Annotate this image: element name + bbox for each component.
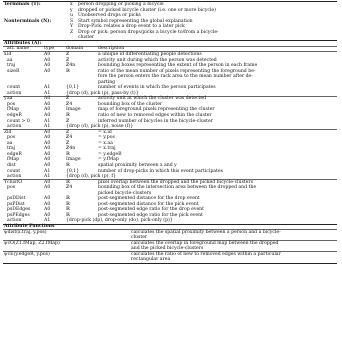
terminal-symbol: y: [70, 7, 73, 13]
attribute-type: A0: [44, 101, 51, 107]
attribute-type: A0: [44, 196, 51, 202]
nonterminal-description: Start symbol representing the global explanation: [78, 18, 193, 24]
attribute-name: psPEdges: [7, 212, 30, 218]
group-rule: [3, 129, 337, 130]
attribute-domain: ℤ4n: [66, 146, 76, 152]
attribute-name: sizeR: [7, 68, 20, 74]
attribute-name: fMap: [7, 107, 20, 113]
attribute-domain: ℝ: [66, 201, 70, 207]
attribute-name: id: [7, 51, 12, 57]
attribute-name: aa: [7, 57, 13, 63]
attribute-description: = x.aa: [98, 140, 113, 146]
attribute-domain: {0,1}: [66, 168, 80, 174]
attribute-name: action: [7, 218, 22, 224]
attribute-name: edgeR: [7, 151, 22, 157]
function-description: cluster: [131, 235, 148, 241]
terminal-symbol: x: [70, 2, 73, 7]
attribute-name: aa: [7, 140, 13, 146]
attribute-description: inferred number of bicycles in the bicycle-cluster: [98, 118, 213, 124]
group-symbol: Z: [4, 129, 8, 135]
attribute-description: picked bicycle-clusters: [98, 190, 152, 196]
attribute-domain: ℤ: [66, 57, 70, 63]
attribute-domain: ℤ: [66, 129, 70, 135]
attribute-description: a unique id differentiating people detections: [98, 51, 202, 57]
attribute-domain: ℤ4n: [66, 63, 76, 69]
nonterminal-symbol: Z: [70, 29, 74, 35]
section-rule: [3, 40, 337, 41]
attribute-description: bounding box of the cluster: [98, 101, 163, 107]
attribute-domain: ℤ4: [66, 135, 73, 141]
attribute-description: = x.traj: [98, 146, 116, 152]
attribute-domain: {0,1}: [66, 85, 80, 91]
attribute-type: A0: [44, 207, 51, 213]
function-description: and the picked bicycle-clusters: [131, 246, 204, 252]
attribute-domain: ℤ4: [66, 185, 73, 191]
nonterminal-description: Drop-Pick: relates a drop event to a later pick: [78, 24, 185, 30]
attribute-description: post-segmented edge ratio for the pick event: [98, 212, 203, 218]
attribute-domain: {drop (d), pick (p), f}: [66, 174, 116, 180]
attribute-description: post-segmented distance for the drop event: [98, 196, 200, 202]
attribute-type: A0: [44, 179, 51, 185]
attribute-type: A1: [44, 85, 51, 91]
attribute-type: A0: [44, 57, 51, 63]
attribute-type: A0: [44, 201, 51, 207]
nonterminals-label: Nonterminals (N):: [4, 18, 52, 24]
attribute-type: A0: [44, 157, 51, 163]
attribute-type: A1: [44, 218, 51, 224]
function-signature: ψcO(Z1.fMap, Z2.fMap): [4, 240, 60, 246]
attribute-description: = y.fMap: [98, 157, 119, 163]
attribute-name: action: [7, 174, 22, 180]
attribute-domain: Image: [66, 157, 81, 163]
attribute-domain: {drop-pick (dp), drop-only (do), pick-only (p)}: [66, 218, 173, 224]
attribute-description: map of foreground pixels representing the cluster: [98, 107, 215, 113]
attribute-description: = y.pos: [98, 135, 115, 141]
terminal-symbol: u: [70, 13, 73, 19]
attribute-description: = x.id: [98, 129, 112, 135]
attribute-description: bounding box of the intersection area between the dropped and the: [98, 185, 257, 191]
attribute-domain: {drop (d), pick (p), noise (f)}: [66, 124, 134, 130]
terminals-label: Terminals (T):: [4, 2, 41, 7]
attribute-name: action: [7, 90, 22, 96]
attribute-description: number of drop-picks in which this event participates: [98, 168, 223, 174]
attribute-domain: ℝ: [66, 151, 70, 157]
attribute-description: pixel overlap between the dropped and the picked bicycle-clusters: [98, 179, 254, 185]
attribute-type: A0: [44, 146, 51, 152]
attribute-domain: ℝ: [66, 196, 70, 202]
attribute-type: A1: [44, 124, 51, 130]
attribute-description: activity unit during which the person was detected: [98, 57, 217, 63]
table-top-rule: [3, 1, 337, 2]
attribute-description: post-segmented edge ratio for the drop event: [98, 207, 204, 213]
attribute-description: ratio of the mean number of pixels representing the foreground be-: [98, 68, 256, 74]
attribute-domain: Image: [66, 107, 81, 113]
col-header-domain: domain: [66, 46, 84, 52]
attribute-type: A0: [44, 162, 51, 168]
function-description: calculates the spatial proximity between a person and a bicycle-: [131, 229, 281, 235]
attribute-type: A0: [44, 113, 51, 118]
attribute-type: A1: [44, 168, 51, 174]
nonterminal-symbol: Y: [70, 24, 74, 30]
attribute-name: aa: [7, 96, 13, 102]
attribute-description: parting: [98, 79, 116, 85]
attribute-domain: ℝ: [66, 162, 70, 168]
nonterminal-description: Drop or pick: person drops/picks a bicycle to/from a bicycle-: [78, 29, 219, 35]
group-symbol: y: [4, 96, 7, 102]
attributes-label: Attributes (A):: [4, 40, 42, 46]
attribute-type: A0: [44, 107, 51, 113]
attribute-type: A0: [44, 68, 51, 74]
attribute-type: A1: [44, 118, 51, 124]
attribute-domain: ℝ: [66, 207, 70, 213]
attribute-description: fore the person enters the rack area to the mean number after de-: [98, 74, 253, 80]
nonterminal-description: cluster: [78, 35, 95, 41]
function-description: calculates the ratio of new to removed edges within a particular: [131, 251, 281, 257]
col-header-type: type: [44, 46, 55, 52]
attribute-name: action: [7, 124, 22, 130]
attribute-name: pos: [7, 101, 16, 107]
attribute-name: edgeR: [7, 113, 22, 118]
attribute-type: A0: [44, 96, 51, 102]
attribute-domain: {drop (d), pick (p), pass-by (t)}: [66, 90, 139, 96]
attribute-description: spatial proximity between x and y: [98, 162, 177, 168]
terminal-description: dropped or picked bicycle cluster (i.e. one or more bicycle): [78, 7, 216, 13]
attribute-name: psPDist: [7, 201, 25, 207]
col-header-name: att. name: [7, 46, 30, 52]
group-symbol: x: [4, 51, 7, 57]
function-signature: ψdist(x.traj, y.pos): [4, 229, 47, 235]
attribute-name: traj: [7, 63, 16, 69]
attribute-domain: ℤ: [66, 51, 70, 57]
attribute-name: count: [7, 168, 21, 174]
attribute-type: A0: [44, 140, 51, 146]
attribute-name: count > 0: [7, 118, 30, 124]
attribute-domain: ℤ: [66, 140, 70, 146]
attribute-name: psDDist: [7, 196, 26, 202]
attribute-type: A0: [44, 135, 51, 141]
function-description: rectangular area: [131, 257, 171, 263]
attribute-description: number of events in which the person participates: [98, 85, 216, 91]
attribute-name: id: [7, 129, 12, 135]
attribute-description: bounding boxes representing the extent of the person in each frame: [98, 63, 258, 69]
nonterminal-symbol: S: [70, 18, 74, 24]
attribute-name: psDEdges: [7, 207, 31, 213]
attribute-name: count: [7, 85, 21, 91]
attribute-name: dist: [7, 162, 16, 168]
function-description: calculates the overlap in foreground map between the dropped: [131, 240, 279, 246]
attribute-description: ratio of new to removed edges within the cluster: [98, 113, 212, 118]
functions-label: Attribute Functions: [4, 224, 55, 229]
attribute-name: clustO: [7, 179, 22, 185]
attribute-type: A0: [44, 212, 51, 218]
attribute-name: fMap: [7, 157, 20, 163]
col-header-description: description: [98, 46, 125, 52]
attribute-description: activity unit at which the cluster was detected: [98, 96, 207, 102]
attribute-domain: ℝ: [66, 179, 70, 185]
attribute-type: A1: [44, 174, 51, 180]
group-symbol: Y: [4, 179, 8, 185]
attribute-description: post-segmented distance for the pick event: [98, 201, 199, 207]
attribute-name: pos: [7, 185, 16, 191]
terminal-description: Unobserved drops or picks: [78, 13, 141, 19]
attribute-domain: ℝ: [66, 68, 70, 74]
attribute-type: A0: [44, 185, 51, 191]
attribute-domain: ℝ: [66, 113, 70, 118]
attribute-description: = y.edgeR: [98, 151, 122, 157]
attribute-type: A0: [44, 51, 51, 57]
attribute-type: A0: [44, 151, 51, 157]
function-signature: ψcE(y.edgeR, y.pos): [4, 251, 50, 257]
attribute-domain: ℤ: [66, 118, 70, 124]
attribute-domain: ℝ: [66, 212, 70, 218]
terminal-description: person dropping or picking a bicycle: [78, 2, 164, 7]
attribute-type: A0: [44, 129, 51, 135]
attribute-name: traj: [7, 146, 16, 152]
table-bottom-rule: [3, 263, 337, 264]
attribute-type: A1: [44, 90, 51, 96]
attribute-name: pos: [7, 135, 16, 141]
attribute-domain: ℤ4: [66, 101, 73, 107]
attribute-type: A0: [44, 63, 51, 69]
attribute-domain: ℤ: [66, 96, 70, 102]
